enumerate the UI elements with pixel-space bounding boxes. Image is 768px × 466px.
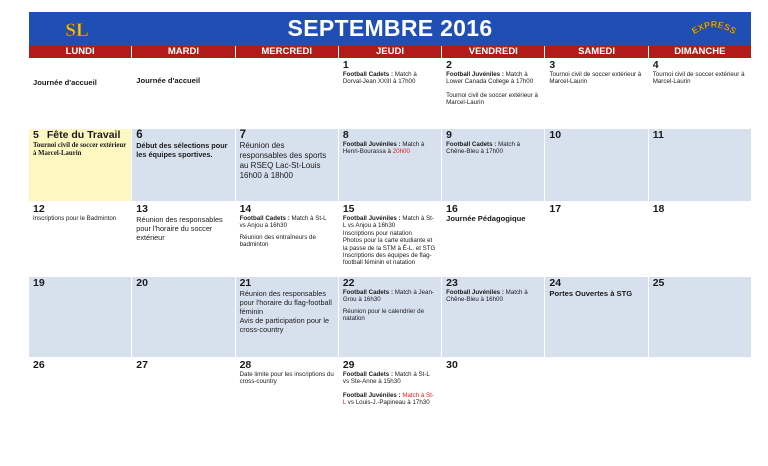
event-label: Football Juvéniles : — [342, 391, 401, 399]
event-title: Journée Pédagogique — [446, 214, 526, 223]
day-number: 24 — [549, 277, 562, 289]
day-cell-15 — [339, 203, 441, 275]
event-label: Football Cadets : — [342, 71, 394, 78]
day-cell-21 — [236, 277, 338, 357]
day-cell-empty-sat — [545, 359, 647, 437]
day-number: 20 — [136, 277, 148, 289]
day-number: 13 — [136, 203, 148, 215]
day-cell-1 — [339, 59, 441, 127]
event-detail: vs Louis-J.-Papineau à 17h30 — [346, 399, 430, 407]
event-label: Football Cadets : — [342, 371, 394, 378]
day-cell-empty-mon — [29, 59, 131, 127]
day-cell-11 — [649, 129, 751, 201]
day-number: 26 — [33, 359, 45, 371]
day-number: 28 — [239, 359, 252, 371]
day-cell-19 — [29, 277, 131, 357]
day-cell-empty-tue — [132, 59, 234, 127]
event-text: Avis de participation pour le cross-country — [239, 316, 330, 334]
day-cell-12 — [29, 203, 131, 275]
event-label: Football Cadets : — [446, 141, 497, 148]
event-text: Date limite pour les inscriptions du cross-country — [239, 371, 334, 386]
day-cell-3 — [545, 59, 647, 127]
day-number: 17 — [549, 203, 562, 215]
day-number: 1 — [342, 59, 349, 71]
day-number: 8 — [342, 129, 349, 141]
event-text — [240, 215, 334, 230]
day-cell-30 — [442, 359, 544, 437]
event-detail: Match à Chêne-Bleu à 17h00 — [446, 141, 521, 156]
day-cell-13 — [132, 203, 234, 275]
day-number: 22 — [342, 277, 355, 289]
event-label: Football Juvéniles : — [446, 71, 504, 78]
day-cell-5 — [29, 129, 131, 201]
event-detail: Match à Jean-Grou à 16h30 — [342, 289, 434, 304]
day-cell-28 — [236, 359, 338, 437]
event-time-highlight: 20h00 — [392, 148, 410, 156]
event-title: Portes Ouvertes à STG — [549, 289, 633, 298]
day-cell-22 — [339, 277, 441, 357]
day-number: 25 — [652, 277, 665, 289]
event-text: Inscriptions pour natation — [342, 229, 412, 237]
day-cell-29 — [339, 359, 441, 437]
day-cell-18 — [649, 203, 751, 275]
day-number: 30 — [446, 359, 458, 371]
day-cell-6 — [132, 129, 234, 201]
event-highlight: Match à St-L — [342, 391, 434, 407]
event-detail: Match à St-L vs Ste-Anne à 15h30 — [342, 371, 430, 386]
event-text: Tournoi civil de soccer extérieur à Marcel-Laurin — [33, 142, 127, 157]
day-cell-24 — [545, 277, 647, 357]
event-text: Tournoi civil de soccer extérieur à Marcel-Laurin — [446, 91, 538, 107]
day-number: 3 — [549, 59, 556, 71]
event-detail: Match à St-L vs Anjou à 16h30 — [342, 215, 434, 230]
day-number: 2 — [446, 59, 452, 71]
weekday-monday: LUNDI — [29, 46, 131, 58]
page-title: SEPTEMBRE 2016 — [287, 15, 493, 41]
day-number: 6 — [136, 129, 143, 141]
day-number: 16 — [446, 203, 458, 215]
day-number: 15 — [342, 203, 355, 215]
event-detail: Match à Chêne-Bleu à 16h00 — [446, 289, 528, 304]
event-detail: Match à Lower Canada College à 17h00 — [446, 71, 534, 86]
day-number: 5 — [33, 129, 39, 141]
express-logo-icon — [687, 16, 741, 42]
event-text — [343, 215, 437, 230]
day-number: 14 — [239, 203, 252, 215]
day-number: 27 — [136, 359, 148, 371]
day-number: 10 — [549, 129, 562, 141]
day-cell-20 — [132, 277, 234, 357]
svg-text:SL: SL — [65, 20, 89, 41]
day-cell-empty-wed — [236, 59, 338, 127]
event-text — [343, 392, 437, 407]
day-number: 29 — [342, 359, 355, 371]
day-number: 4 — [652, 59, 659, 71]
event-text: Réunion des responsables pour l'horaire du soccer extérieur — [136, 215, 223, 242]
event-text: Journée d'accueil — [136, 76, 201, 85]
event-detail: Match à Dorval-Jean XXIII à 17h00 — [342, 71, 417, 86]
day-number: 21 — [239, 277, 252, 289]
event-text: Début des sélections pour les équipes sportives. — [136, 141, 228, 159]
day-number: 19 — [33, 277, 45, 289]
event-text: Inscriptions des équipes de flag-football féminin et natation — [342, 252, 432, 267]
day-cell-27 — [132, 359, 234, 437]
day-cell-empty-sun — [649, 359, 751, 437]
day-cell-8 — [339, 129, 441, 201]
day-cell-2 — [442, 59, 544, 127]
day-cell-23 — [442, 277, 544, 357]
day-number: 23 — [446, 277, 458, 289]
svg-text:EXPRESS: EXPRESS — [689, 19, 739, 37]
event-text: Inscriptions pour le Badminton — [33, 215, 117, 222]
event-text — [343, 371, 437, 386]
weekday-wednesday: MERCREDI — [236, 46, 338, 58]
event-text — [343, 141, 437, 156]
day-cell-10 — [545, 129, 647, 201]
day-number: 7 — [239, 129, 246, 141]
event-label: Football Juvéniles : — [446, 289, 504, 296]
day-number: 11 — [652, 129, 664, 141]
event-label: Football Cadets : — [342, 289, 394, 296]
event-text: Tournoi civil de soccer extérieur à Marcel-Laurin — [549, 71, 642, 86]
day-cell-4 — [649, 59, 751, 127]
event-text: Réunion des responsables des sports au RSEQ Lac-St-Louis 16h00 à 18h00 — [239, 141, 327, 180]
event-label: Football Cadets : — [239, 215, 290, 222]
event-text: Réunion pour le calendrier de natation — [342, 307, 425, 323]
day-cell-25 — [649, 277, 751, 357]
weekday-saturday: SAMEDI — [545, 46, 647, 58]
weekday-tuesday: MARDI — [132, 46, 234, 58]
day-cell-16 — [442, 203, 544, 275]
weekday-sunday: DIMANCHE — [649, 46, 751, 58]
day-number: 18 — [652, 203, 665, 215]
event-text — [446, 71, 540, 86]
day-number: 9 — [446, 129, 452, 141]
day-cell-7 — [236, 129, 338, 201]
weekday-thursday: JEUDI — [339, 46, 441, 58]
weekday-header — [29, 46, 751, 58]
day-cell-17 — [545, 203, 647, 275]
event-text: Réunion des entraîneurs de badminton — [239, 233, 316, 249]
event-text — [446, 141, 540, 156]
day-cell-14 — [236, 203, 338, 275]
day-number: 12 — [33, 203, 45, 215]
event-text — [446, 289, 540, 304]
event-text: Tournoi civil de soccer extérieur à Marcel-Laurin — [652, 71, 745, 86]
title-banner — [29, 12, 751, 46]
event-text: Réunion des responsables pour l'horaire du flag-football féminin — [239, 289, 332, 316]
day-cell-9 — [442, 129, 544, 201]
event-label: Football Juvéniles : — [342, 141, 401, 148]
calendar-grid — [29, 59, 751, 437]
event-detail: Match à Henri-Bourassa à — [342, 141, 425, 156]
event-text: Journée d'accueil — [33, 78, 97, 87]
event-detail: Match à St-L vs Anjou à 16h30 — [239, 215, 327, 230]
event-text — [343, 289, 437, 304]
event-text — [343, 71, 437, 86]
weekday-friday: VENDREDI — [442, 46, 544, 58]
event-label: Football Juvéniles : — [342, 215, 401, 222]
holiday-title: Fête du Travail — [46, 129, 121, 141]
day-cell-26 — [29, 359, 131, 437]
event-text: Photos pour la carte étudiante et la passe de la STM à É-L. et STG — [342, 237, 436, 252]
